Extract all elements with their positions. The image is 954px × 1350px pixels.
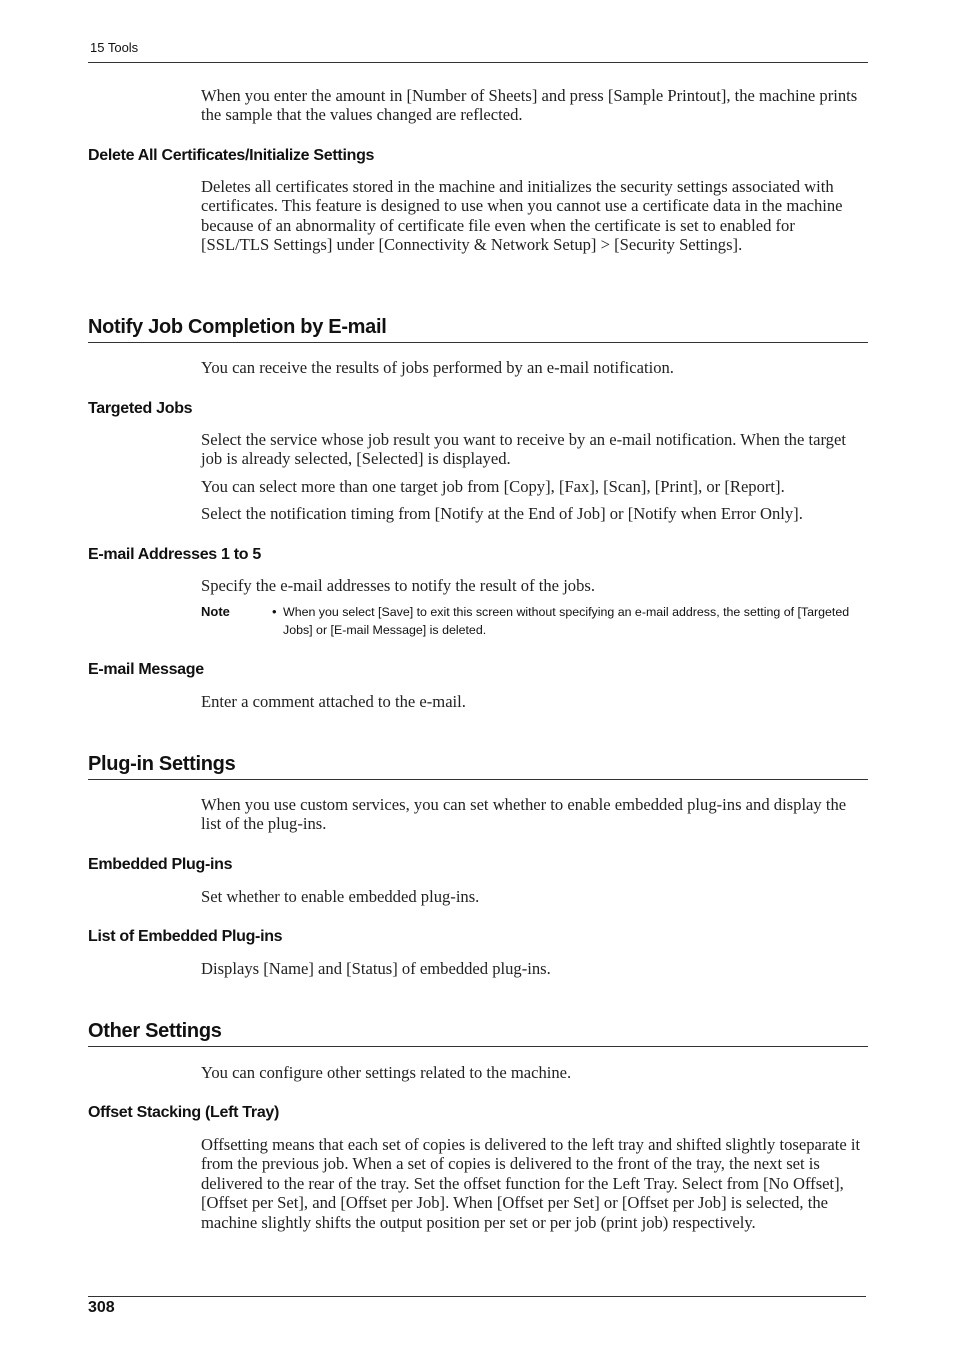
plugin-settings-heading: Plug-in Settings	[88, 753, 868, 780]
targeted-jobs-paragraph-2: You can select more than one target job from [Copy], [Fax], [Scan], [Print], or [Report].	[201, 477, 785, 496]
email-addresses-heading: E-mail Addresses 1 to 5	[88, 546, 262, 563]
notify-intro-paragraph: You can receive the results of jobs performed by an e-mail notification.	[201, 358, 674, 377]
note-text: When you select [Save] to exit this screen without specifying an e-mail address, the setting of [Targeted Jobs] or [E-mail Message] is deleted.	[283, 605, 850, 637]
delete-certificates-paragraph: Deletes all certificates stored in the machine and initializes the security settings associated with certificates. This feature is designed to use when you cannot use a certificate data in the machine because of an abnormality of certificate file even when the certificate is set to enabled for [SSL/TLS Settings] under [Connectivity & Network Setup] > [Security Settings].	[201, 177, 843, 255]
email-addresses-paragraph: Specify the e-mail addresses to notify the result of the jobs.	[201, 576, 596, 595]
footer-rule	[88, 1296, 866, 1297]
embedded-plugins-heading: Embedded Plug-ins	[88, 856, 233, 873]
email-message-paragraph: Enter a comment attached to the e-mail.	[201, 692, 466, 711]
list-embedded-plugins-paragraph: Displays [Name] and [Status] of embedded plug-ins.	[201, 959, 551, 978]
other-settings-heading: Other Settings	[88, 1020, 868, 1047]
intro-paragraph: When you enter the amount in [Number of Sheets] and press [Sample Printout], the machine prints the sample that the values changed are reflected.	[201, 86, 858, 125]
note-bullet: •	[272, 604, 277, 619]
email-message-heading: E-mail Message	[88, 661, 204, 678]
offset-stacking-heading: Offset Stacking (Left Tray)	[88, 1104, 280, 1121]
targeted-jobs-paragraph-3: Select the notification timing from [Notify at the End of Job] or [Notify when Error Only].	[201, 504, 803, 523]
targeted-jobs-heading: Targeted Jobs	[88, 400, 193, 417]
chapter-header: 15 Tools	[90, 40, 139, 55]
page-number: 308	[88, 1299, 115, 1316]
list-embedded-plugins-heading: List of Embedded Plug-ins	[88, 928, 283, 945]
targeted-jobs-paragraph-1: Select the service whose job result you want to receive by an e-mail notification. When the target job is already selected, [Selected] is displayed.	[201, 430, 846, 469]
other-settings-intro-paragraph: You can configure other settings related to the machine.	[201, 1063, 572, 1082]
offset-stacking-paragraph: Offsetting means that each set of copies is delivered to the left tray and shifted slightly toseparate it from the previous job. When a set of copies is delivered to the front of the tray, the next set is delivered to the rear of the tray. Set the offset function for the Left Tray. Select from [No Offset], [Offset per Set], and [Offset per Job]. When [Offset per Set] or [Offset per Job] is selected, the machine slightly shifts the output position per set or per job (print job) respectively.	[201, 1135, 861, 1232]
notify-job-completion-heading: Notify Job Completion by E-mail	[88, 316, 868, 343]
embedded-plugins-paragraph: Set whether to enable embedded plug-ins.	[201, 887, 480, 906]
plugin-intro-paragraph: When you use custom services, you can set whether to enable embedded plug-ins and display the list of the plug-ins.	[201, 795, 847, 834]
delete-certificates-heading: Delete All Certificates/Initialize Settings	[88, 147, 375, 164]
note-label: Note	[201, 604, 230, 619]
header-rule	[88, 62, 868, 63]
